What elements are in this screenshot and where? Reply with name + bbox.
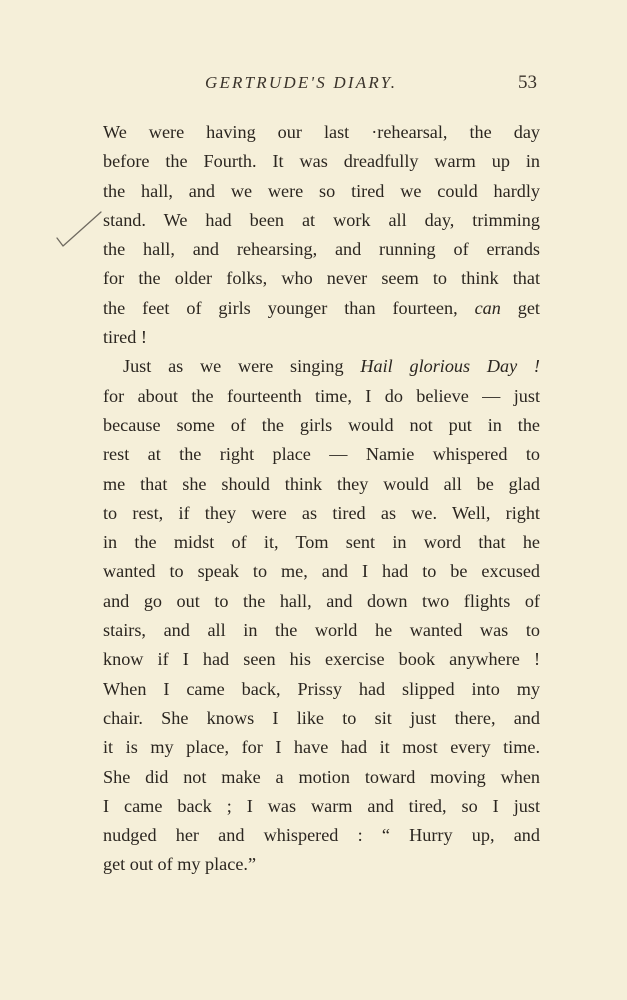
italic-text: can <box>474 297 501 318</box>
text-run: get <box>500 297 540 318</box>
text-line <box>103 352 540 381</box>
text-line <box>103 587 540 616</box>
text-run: She did not make a motion toward moving when <box>103 766 540 787</box>
text-run: for about the fourteenth time, I do believe — just <box>103 385 540 406</box>
text-run: stairs, and all in the world he wanted was to <box>103 620 540 641</box>
text-line <box>103 704 540 733</box>
text-run: it is my place, for I have had it most every time. <box>103 737 540 758</box>
text-run: wanted to speak to me, and I had to be excused <box>103 561 540 582</box>
text-line <box>103 323 540 352</box>
text-run: get out of my place.” <box>103 854 257 875</box>
text-line <box>103 470 540 499</box>
text-line <box>103 821 540 850</box>
text-run: before the Fourth. It was dreadfully warm up in <box>103 151 540 172</box>
text-line <box>103 557 540 586</box>
text-run: the hall, and we were so tired we could hardly <box>103 180 540 201</box>
text-line <box>103 499 540 528</box>
text-run: to rest, if they were as tired as we. Well, right <box>103 502 540 523</box>
text-run: tired ! <box>103 327 147 348</box>
text-run: for the older folks, who never seem to think that <box>103 268 540 289</box>
text-line <box>103 792 540 821</box>
text-run: because some of the girls would not put in the <box>103 414 540 435</box>
text-run: me that she should think they would all be glad <box>103 473 540 494</box>
text-line <box>103 850 540 879</box>
body-text <box>103 118 540 880</box>
text-run: rest at the right place — Namie whispered to <box>103 444 540 465</box>
text-run: nudged her and whispered : “ Hurry up, and <box>103 825 540 846</box>
text-line <box>103 440 540 469</box>
text-run: the hall, and rehearsing, and running of errands <box>103 239 540 260</box>
text-run: the feet of girls younger than fourteen, <box>103 297 475 318</box>
text-line <box>103 675 540 704</box>
text-line <box>103 147 540 176</box>
text-run: in the midst of it, Tom sent in word that he <box>103 532 540 553</box>
text-run: stand. We had been at work all day, trimming <box>103 209 540 230</box>
text-run: I came back ; I was warm and tired, so I just <box>103 795 540 816</box>
text-line <box>103 235 540 264</box>
page-number: 53 <box>518 72 537 93</box>
text-line <box>103 528 540 557</box>
text-line <box>103 645 540 674</box>
text-line <box>103 733 540 762</box>
text-line <box>103 264 540 293</box>
text-line <box>103 411 540 440</box>
text-line <box>103 763 540 792</box>
paragraph <box>103 118 540 352</box>
text-run: know if I had seen his exercise book anywhere ! <box>103 649 540 670</box>
text-line <box>103 382 540 411</box>
text-run: and go out to the hall, and down two flights of <box>103 590 540 611</box>
paragraph <box>103 352 540 879</box>
running-head <box>0 68 627 98</box>
text-line <box>103 177 540 206</box>
italic-text: Hail glorious Day ! <box>360 356 540 377</box>
text-run: chair. She knows I like to sit just there, and <box>103 707 540 728</box>
text-line <box>103 294 540 323</box>
text-line <box>103 118 540 147</box>
text-run: We were having our last ·rehearsal, the day <box>103 122 540 142</box>
running-title: GERTRUDE'S DIARY. <box>205 73 398 92</box>
text-line <box>103 206 540 235</box>
text-line <box>103 616 540 645</box>
text-run: Just as we were singing <box>123 356 361 377</box>
text-run: When I came back, Prissy had slipped into my <box>103 678 540 699</box>
